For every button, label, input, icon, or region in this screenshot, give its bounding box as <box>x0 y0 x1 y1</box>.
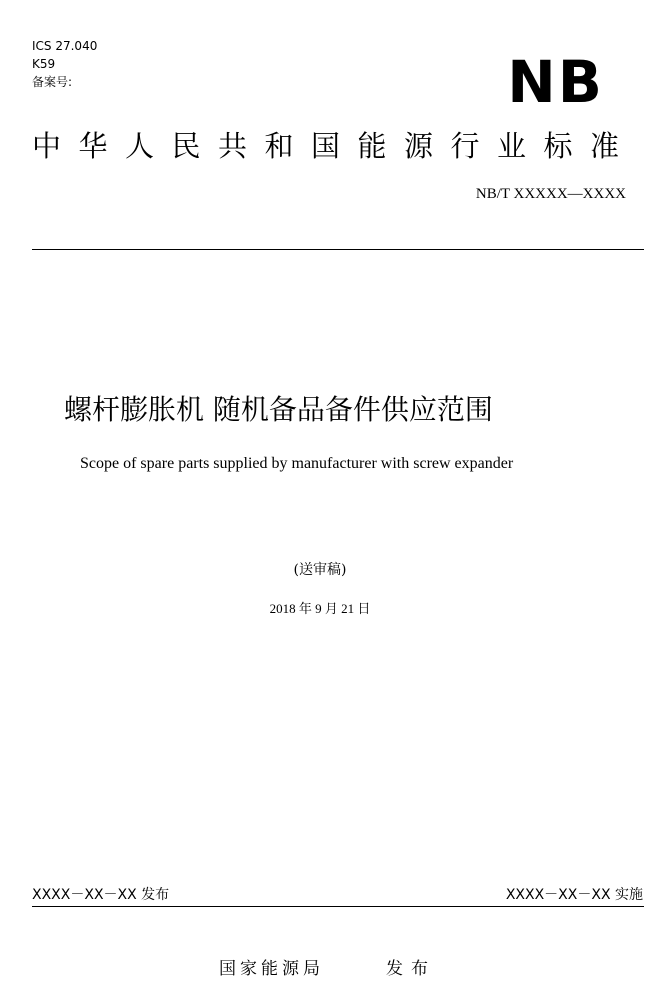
record-number-label: 备案号: <box>32 75 73 89</box>
top-divider <box>32 249 644 250</box>
classification-code: K59 <box>32 57 56 71</box>
release-date: XXXX－XX－XX 发布 <box>32 887 170 903</box>
publish-label: 发布 <box>386 959 436 979</box>
effective-date: XXXX－XX－XX 实施 <box>505 887 643 903</box>
document-number: NB/T XXXXX—XXXX <box>475 186 626 202</box>
organization-title: 中华人民共和国能源行业标准 <box>32 129 637 163</box>
draft-date: 2018 年 9 月 21 日 <box>269 601 371 616</box>
document-title-en: Scope of spare parts supplied by manufacturer with screw expander <box>80 455 514 472</box>
document-title-cn: 螺杆膨胀机 随机备品备件供应范围 <box>64 393 493 426</box>
bottom-divider <box>32 906 644 907</box>
publisher-name: 国家能源局 <box>219 959 324 979</box>
nb-logo: NB <box>507 48 604 116</box>
draft-status: (送审稿) <box>293 562 347 578</box>
ics-code: ICS 27.040 <box>32 39 98 53</box>
